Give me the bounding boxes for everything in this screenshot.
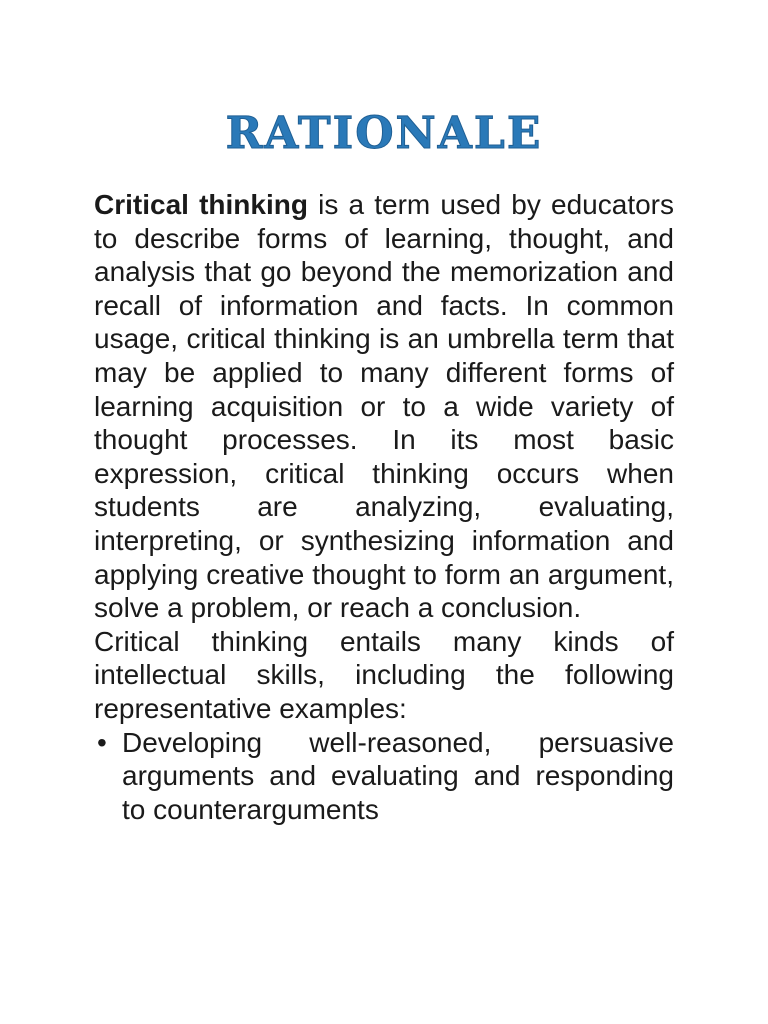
bold-term: Critical thinking xyxy=(94,189,308,220)
bullet-list xyxy=(94,726,674,827)
paragraph-intro xyxy=(94,188,674,625)
bullet-dot-icon: • xyxy=(97,726,107,758)
paragraph-skills: Critical thinking entails many kinds of intellectual skills, including the following representative examples: xyxy=(94,625,674,724)
paragraph-intro-text: is a term used by educators to describe forms of learning, thought, and analysis that go beyond the memorization and recall of information and facts. In common usage, critical thinking is an umbrella term that may be applied to many different forms of learning acquisition or to a wide variety of thought processes. In its most basic expression, critical thinking occurs when students are analyzing, evaluating, interpreting, or synthesizing information and applying creative thought to form an argument, solve a problem, or reach a conclusion. xyxy=(94,189,674,624)
list-item-text: Developing well-reasoned, persuasive arguments and evaluating and responding to counterarguments xyxy=(122,726,674,825)
list-item xyxy=(94,726,674,827)
document-body xyxy=(94,188,674,826)
page-title: RATIONALE xyxy=(225,108,543,159)
